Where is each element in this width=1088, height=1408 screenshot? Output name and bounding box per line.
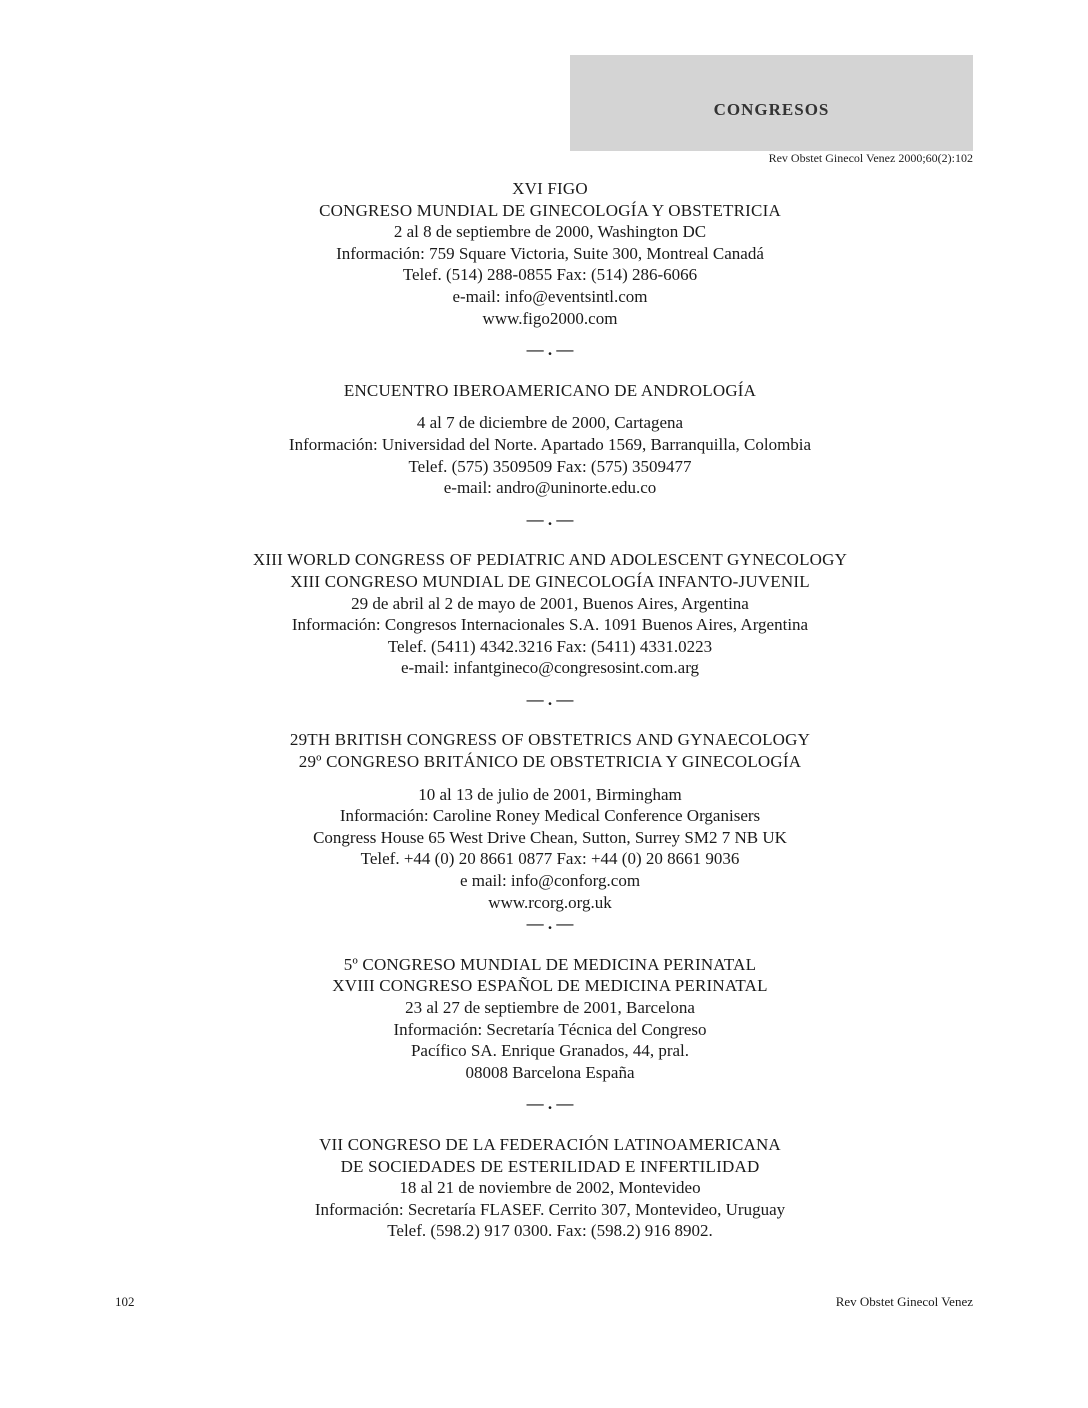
journal-name: Rev Obstet Ginecol Venez [835,1294,973,1309]
congress-phone: Telef. (598.2) 917 0300. Fax: (598.2) 916 8902. [387,1221,713,1241]
entry-separator: — . — [526,689,574,709]
congress-info: Información: 759 Square Victoria, Suite 300, Montreal Canadá [336,243,764,263]
page-number: 102 [115,1294,135,1309]
congress-email: e-mail: andro@uninorte.edu.co [443,478,657,498]
congress-date: 23 al 27 de septiembre de 2001, Barcelona [405,998,695,1017]
congress-address: Congress House 65 West Drive Chean, Sutton, Surrey SM2 7 NB UK [313,827,787,847]
congress-entry [120,380,980,499]
entry-separator: — . — [526,509,574,529]
congress-info: Información: Universidad del Norte. Apartado 1569, Barranquilla, Colombia [288,434,812,454]
congress-entry [120,729,980,913]
congress-email: e-mail: infantgineco@congresosint.com.arg [400,658,700,678]
congress-address: Pacífico SA. Enrique Granados, 44, pral. [410,1041,690,1061]
entry-separator: — . — [526,914,574,934]
congress-date: 4 al 7 de diciembre de 2000, Cartagena [416,413,684,433]
congress-date: 10 al 13 de julio de 2001, Birmingham [418,784,682,804]
congress-info: Información: Caroline Roney Medical Conference Organisers [339,806,761,826]
journal-citation: Rev Obstet Ginecol Venez 2000;60(2):102 [768,151,973,165]
congress-email: e-mail: info@eventsintl.com [452,286,648,306]
congress-website: www.rcorg.org.uk [488,892,612,912]
congress-info: Información: Congresos Internacionales S.A. 1091 Buenos Aires, Argentina [291,615,809,635]
entry-separator: — . — [526,340,574,360]
congress-phone: Telef. (514) 288-0855 Fax: (514) 286-6066 [402,265,698,285]
congress-title: 5º CONGRESO MUNDIAL DE MEDICINA PERINATAL [343,954,757,974]
congress-phone: Telef. (575) 3509509 Fax: (575) 3509477 [408,456,692,476]
congress-info: Información: Secretaría Técnica del Congreso [393,1019,707,1039]
congress-info: Información: Secretaría FLASEF. Cerrito 307, Montevideo, Uruguay [314,1199,786,1219]
congress-title: XVI FIGO [512,179,588,198]
congress-website: www.figo2000.com [482,308,618,328]
entry-separator: — . — [526,1094,574,1114]
section-title: CONGRESOS [713,100,830,119]
congress-list [120,178,980,1242]
congress-date: 18 al 21 de noviembre de 2002, Montevideo [399,1178,701,1198]
congress-title: XIII CONGRESO MUNDIAL DE GINECOLOGÍA INFANTO-JUVENIL [290,571,810,591]
congress-entry [120,178,980,329]
congress-date: 2 al 8 de septiembre de 2000, Washington DC [393,222,707,242]
congress-title: 29TH BRITISH CONGRESS OF OBSTETRICS AND GYNAECOLOGY [289,730,811,750]
congress-phone: Telef. +44 (0) 20 8661 0877 Fax: +44 (0) 20 8661 9036 [360,849,740,869]
congress-title: XVIII CONGRESO ESPAÑOL DE MEDICINA PERINATAL [332,976,768,996]
congress-title: 29º CONGRESO BRITÁNICO DE OBSTETRICIA Y GINECOLOGÍA [298,752,802,772]
congress-entry [120,954,980,1084]
congress-title: CONGRESO MUNDIAL DE GINECOLOGÍA Y OBSTETRICIA [319,200,781,220]
congress-title: XIII WORLD CONGRESS OF PEDIATRIC AND ADOLESCENT GYNECOLOGY [252,550,848,570]
congress-address: 08008 Barcelona España [465,1062,635,1082]
congress-title: ENCUENTRO IBEROAMERICANO DE ANDROLOGÍA [343,380,757,400]
congress-entry [120,549,980,679]
congress-email: e mail: info@conforg.com [459,871,641,891]
congress-title: DE SOCIEDADES DE ESTERILIDAD E INFERTILIDAD [340,1156,760,1176]
congress-date: 29 de abril al 2 de mayo de 2001, Buenos Aires, Argentina [351,593,749,613]
congress-title: VII CONGRESO DE LA FEDERACIÓN LATINOAMERICANA [319,1134,781,1154]
congress-phone: Telef. (5411) 4342.3216 Fax: (5411) 4331.0223 [387,636,713,656]
congress-entry [120,1134,980,1242]
